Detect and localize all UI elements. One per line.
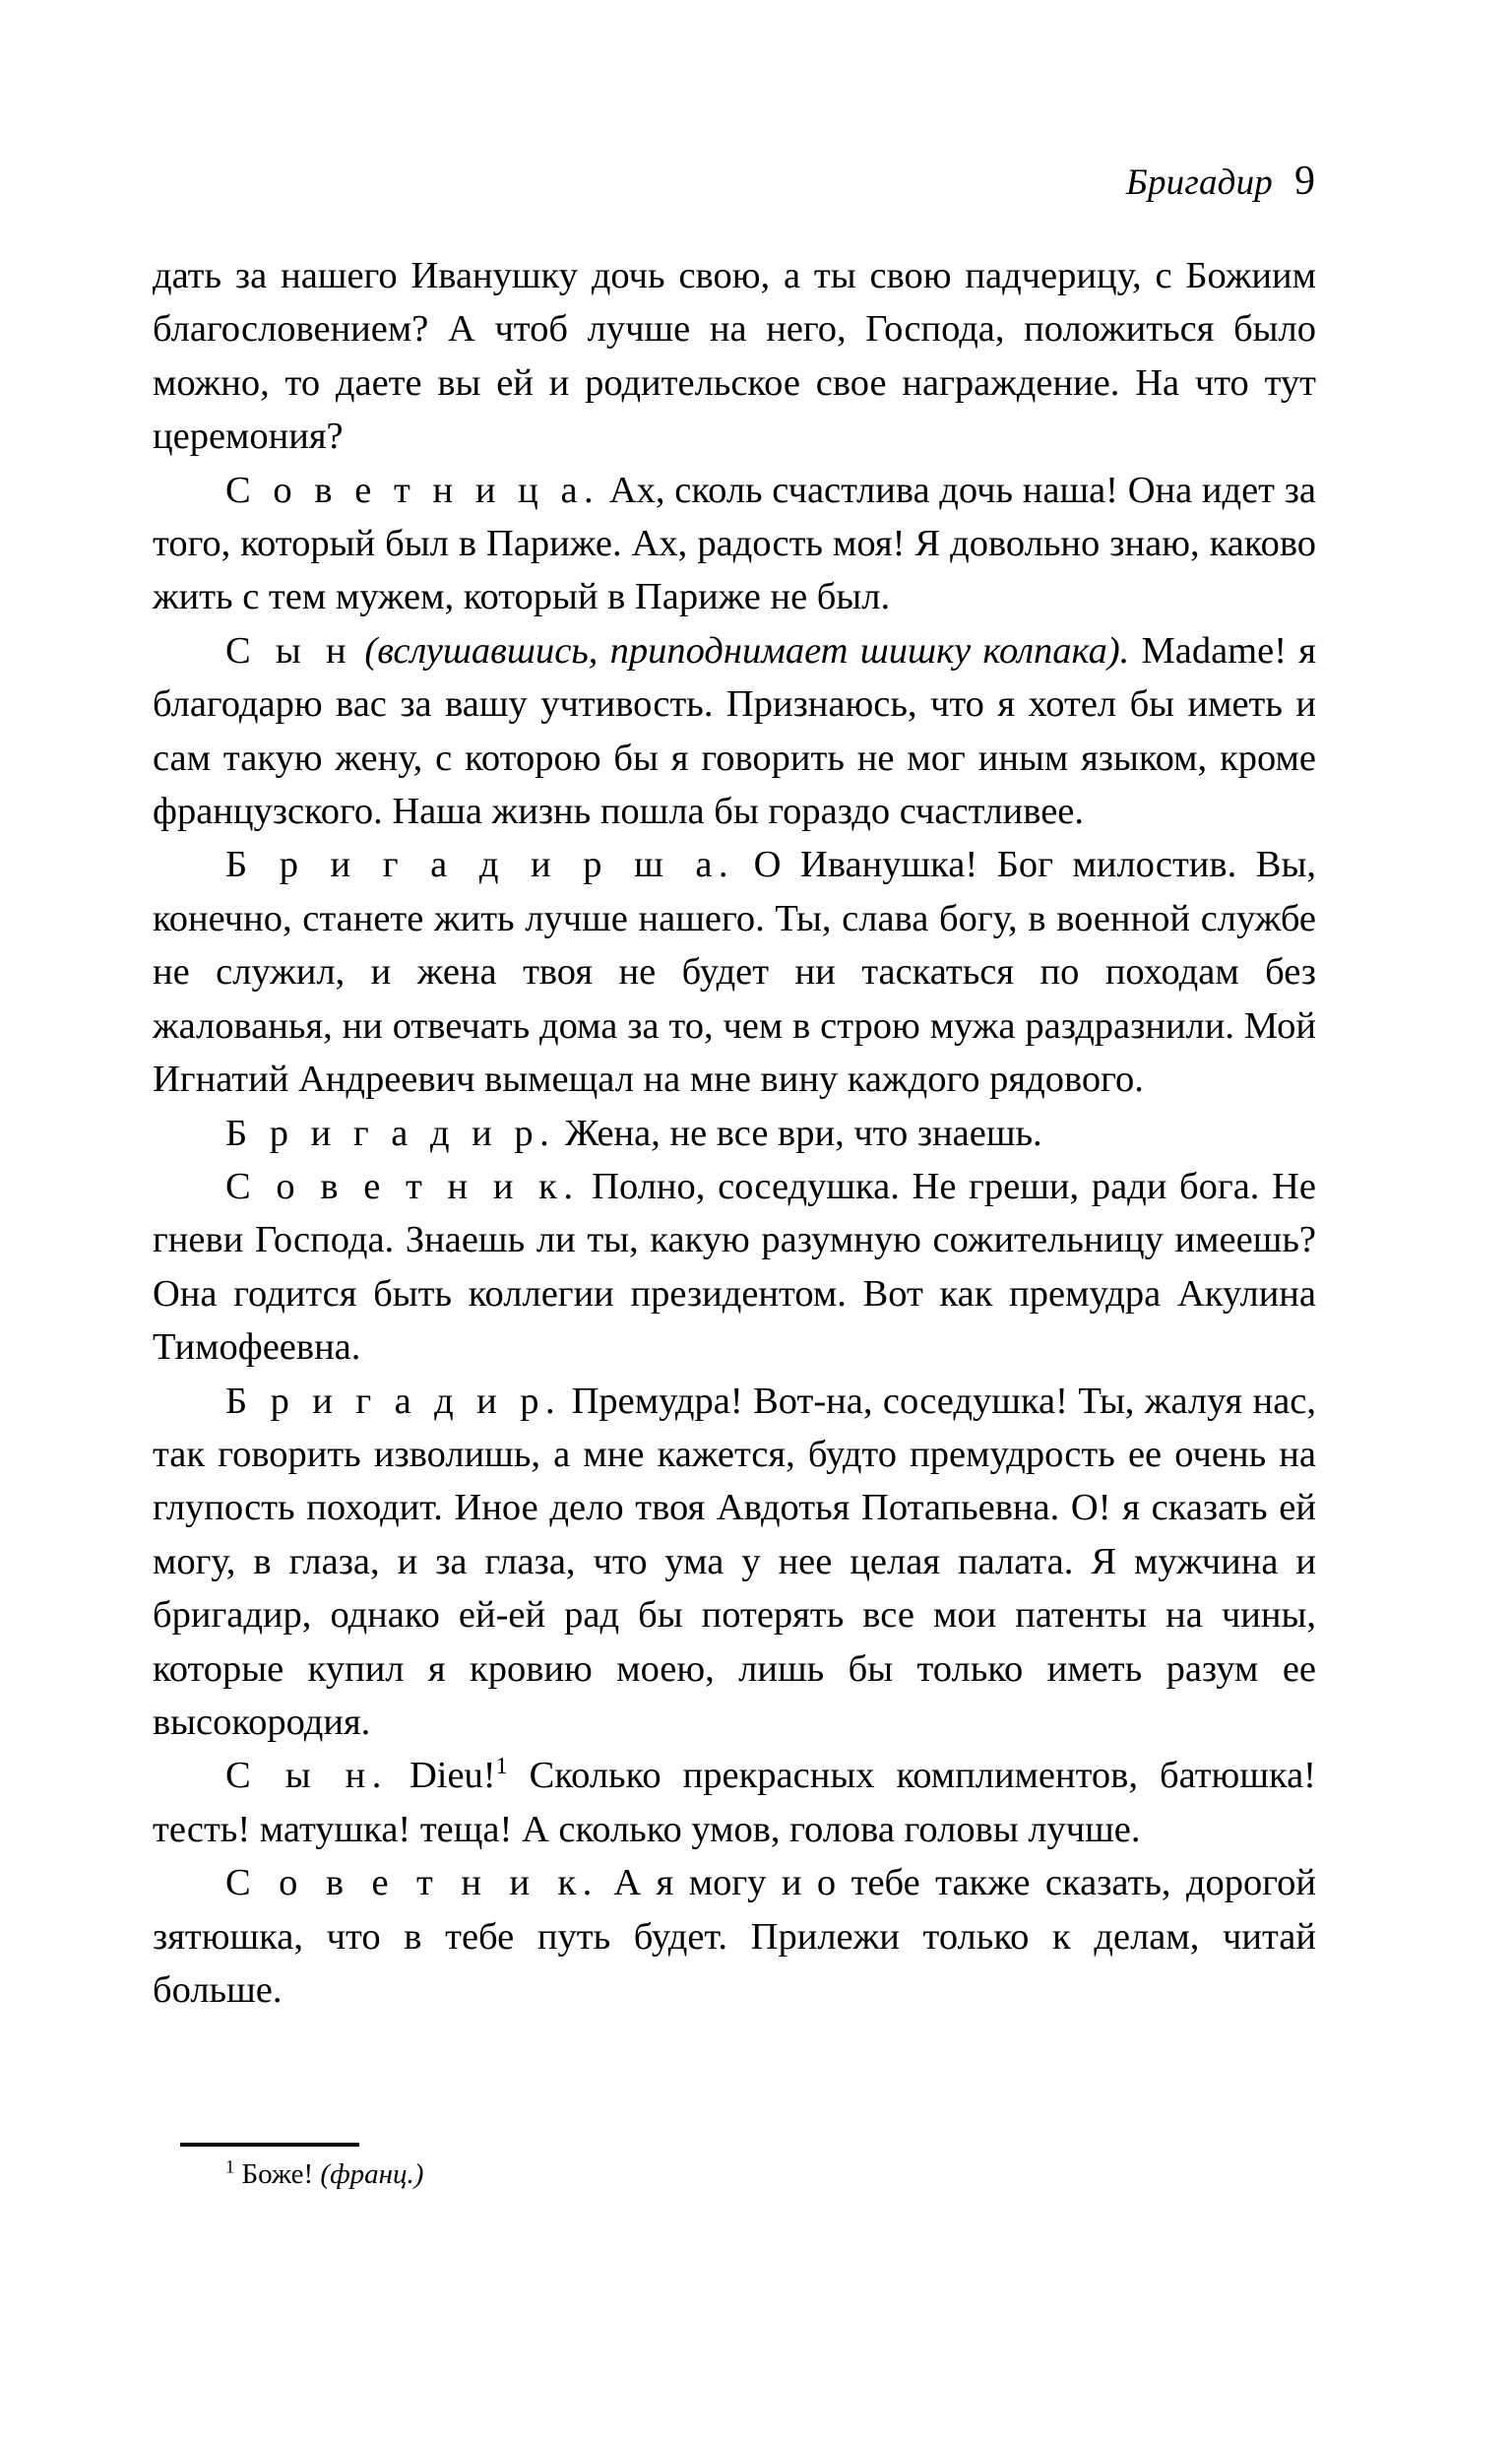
paragraph-speech-sovetnitsa: [153, 464, 1316, 624]
paragraph-speech-syn-stage: [153, 624, 1316, 839]
speaker-label: С о в е т н и ц а.: [225, 469, 600, 511]
running-head: [153, 158, 1315, 217]
speech-text: О Иванушка! Бог милостив. Вы, конечно, станете жить лучше нашего. Ты, слава богу, в военной службе не служил, и жена твоя не будет ни таскаться по походам без жалованья, ни отвечать дома за то, чем в строю мужа раздразнили. Мой Игнатий Андреевич вымещал на мне вину каждого рядового.: [153, 844, 1316, 1101]
speaker-label: Б р и г а д и р.: [225, 1380, 562, 1422]
speaker-label: С ы н: [225, 629, 353, 672]
footnote-entry: [153, 2155, 1316, 2193]
speaker-label: Б р и г а д и р.: [225, 1112, 556, 1154]
speech-text-after-footnote: Сколько прекрасных комплиментов, батюшка! тесть! матушка! теща! А сколько умов, голова головы лучше.: [153, 1755, 1316, 1850]
paragraph-speech-sovetnik-2: [153, 1856, 1316, 2017]
speech-text: Премудра! Вот-на, соседушка! Ты, жалуя нас, так говорить изволишь, а мне кажется, будто премудрость ее очень на глупость походит. Иное дело твоя Авдотья Потапьевна. О! я сказать ей могу, в глаза, и за глаза, что ума у нее целая палата. Я мужчина и бригадир, однако ей-ей рад бы потерять все мои патенты на чины, которые купил я кровию моею, лишь бы только иметь разум ее высокородия.: [153, 1380, 1316, 1743]
speech-text: А я могу и о тебе также сказать, дорогой зятюшка, что в тебе путь будет. Прилежи только к делам, читай больше.: [153, 1862, 1316, 2011]
running-head-title: Бригадир: [1125, 162, 1273, 203]
footnote-separator-rule: [180, 2143, 359, 2147]
page-number: 9: [1294, 159, 1315, 204]
paragraph-speech-sovetnik-1: [153, 1160, 1316, 1375]
paragraph-continuation: дать за нашего Иванушку дочь свою, а ты свою падчерицу, с Божиим благословением? А чтоб лучше на него, Господа, положиться было можно, то даете вы ей и родительское свое награждение. На что тут церемония?: [153, 255, 1316, 458]
speech-text: Полно, соседушка. Не греши, ради бога. Не гневи Господа. Знаешь ли ты, какую разумную сожительницу имеешь? Она годится быть коллегии президентом. Вот как премудра Акулина Тимофеевна.: [153, 1165, 1316, 1369]
footnote-number: 1: [225, 2156, 235, 2178]
paragraph-speech-brigadir-2: [153, 1375, 1316, 1750]
paragraph-speech-syn-dieu: [153, 1749, 1316, 1856]
speech-text-before-footnote: Dieu!: [387, 1755, 496, 1797]
speaker-label: С о в е т н и к.: [225, 1862, 598, 1904]
footnote-language-note: (франц.): [320, 2158, 424, 2190]
paragraph-speech-brigadir-1: [153, 1107, 1316, 1160]
footnote-reference-marker[interactable]: 1: [495, 1754, 508, 1780]
speech-text: Ах, сколь счастлива дочь наша! Она идет за того, который был в Париже. Ах, радость моя! Я довольно знаю, каково жить с тем мужем, который в Париже не был.: [153, 469, 1316, 618]
paragraph-speech-brigadirsha: [153, 838, 1316, 1106]
body-text-block: [153, 249, 1316, 2017]
stage-direction: (вслушавшись, приподнимает шишку колпака).: [352, 629, 1130, 672]
speech-text: Жена, не все ври, что знаешь.: [555, 1112, 1042, 1154]
footnote-area: [153, 2143, 1316, 2193]
speech-text: Madame! я благодарю вас за вашу учтивость. Признаюсь, что я хотел бы иметь и сам такую жену, с которою бы я говорить не мог иным языком, кроме французского. Наша жизнь пошла бы гораздо счастливее.: [153, 629, 1316, 833]
speaker-label: Б р и г а д и р ш а.: [225, 844, 735, 886]
footnote-text: Боже!: [234, 2158, 321, 2190]
speaker-label: С ы н.: [225, 1755, 388, 1797]
speaker-label: С о в е т н и к.: [225, 1165, 580, 1207]
